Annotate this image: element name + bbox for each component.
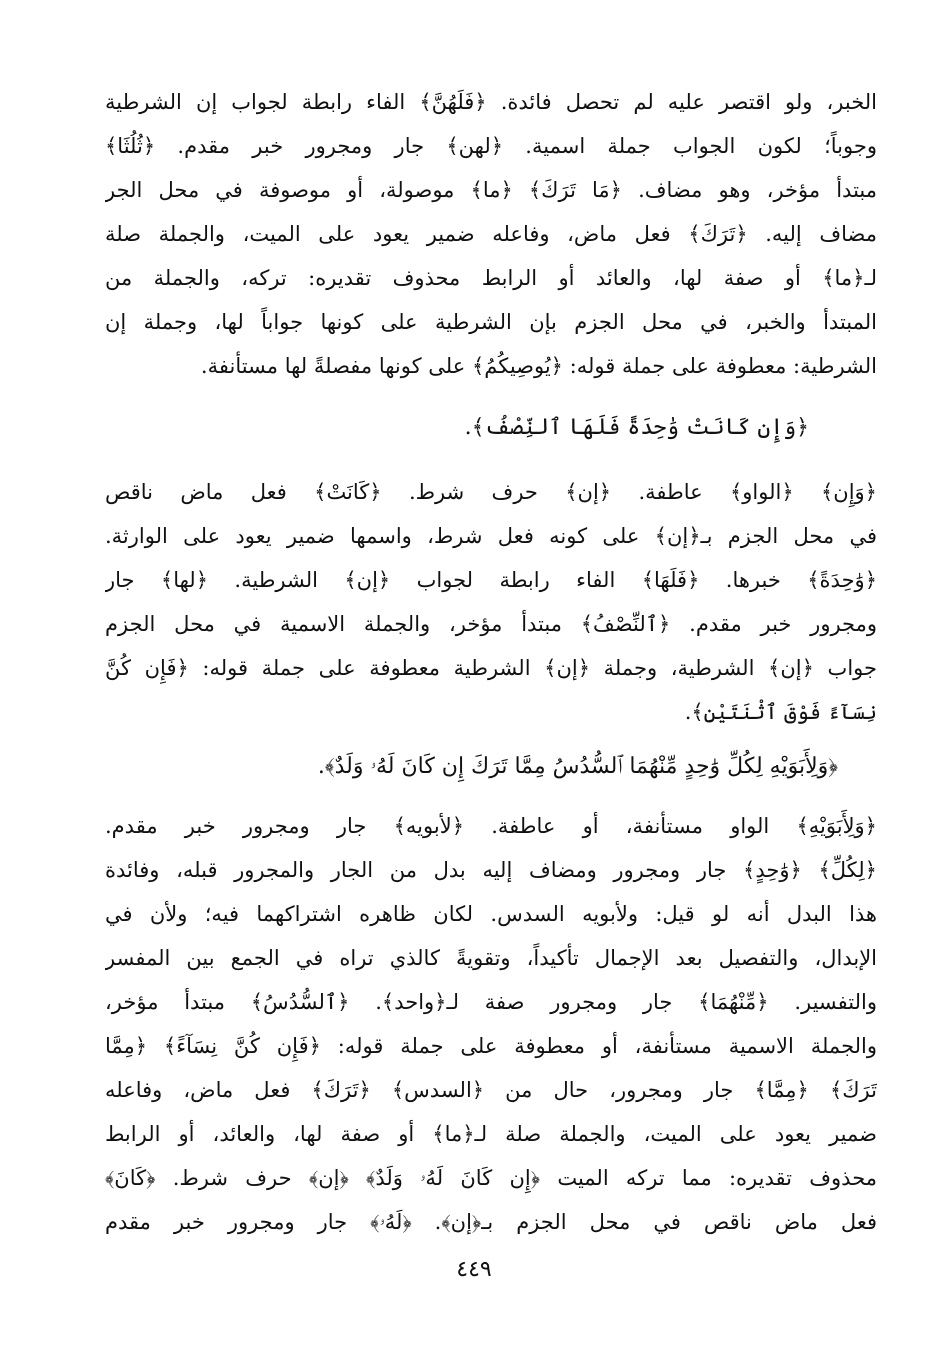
text-line: ﴿وَلِأَبَوَيْهِ﴾ الواو مستأنفة، أو عاطفة. ﴿لأبويه﴾ جار ومجرور خبر مقدم. [105,814,877,838]
text-line: جواب ﴿إن﴾ الشرطية، وجملة ﴿إن﴾ الشرطية معطوفة على جملة قوله: ﴿فَإِن كُنَّ [105,656,877,680]
text-line: الإبدال، والتفصيل بعد الإجمال تأكيداً، وتقويةً كالذي تراه في الجمع بين المفسر [105,946,877,970]
text-line: ﴿وَٰحِدَةً﴾ خبرها. ﴿فَلَهَا﴾ الفاء رابطة لجواب ﴿إن﴾ الشرطية. ﴿لها﴾ جار [105,568,877,592]
text-line: مضاف إليه. ﴿تَرَكَ﴾ فعل ماض، وفاعله ضمير يعود على الميت، والجملة صلة [105,222,877,246]
paragraph-grammar-analysis-3 [105,804,877,1244]
text-line: ضمير يعود على الميت، والجملة صلة لـ﴿ما﴾ أو صفة لها، والعائد، أو الرابط [105,1122,877,1146]
quran-verse-heading-2: ﴿وَلِأَبَوَيْهِ لِكُلِّ وَٰحِدٍ مِّنْهُمَا ٱلسُّدُسُ مِمَّا تَرَكَ إِن كَانَ لَهُۥ وَلَدٌ﴾. [317,754,838,779]
text-line: لـ﴿ما﴾ أو صفة لها، والعائد أو الرابط محذوف تقديره: تركه، والجملة من [105,266,877,290]
text-line: مبتدأ مؤخر، وهو مضاف. ﴿مَا تَرَكَ﴾ ﴿ما﴾ موصولة، أو موصوفة في محل الجر [105,178,877,202]
paragraph-grammar-analysis-2 [105,470,877,734]
text-line: في محل الجزم بـ﴿إن﴾ على كونه فعل شرط، واسمها ضمير يعود على الوارثة. [105,524,877,548]
text-line: هذا البدل أنه لو قيل: ولأبويه السدس. لكان ظاهره اشتراكهما فيه؛ ولأن في [105,902,877,926]
text-line: تَرَكَ﴾ ﴿مِمَّا﴾ جار ومجرور، حال من ﴿السدس﴾ ﴿تَرَكَ﴾ فعل ماض، وفاعله [105,1078,877,1102]
text-line: ومجرور خبر مقدم. ﴿ٱلنِّصْفُ﴾ مبتدأ مؤخر، والجملة الاسمية في محل الجزم [105,612,877,636]
text-line: المبتدأ والخبر، في محل الجزم بإن الشرطية على كونها جواباً لها، وجملة إن [105,310,877,334]
text-line: نِسَآءً فَوْقَ ٱثْنَتَيْنِ﴾. [684,700,877,724]
text-line: والتفسير. ﴿مِّنْهُمَا﴾ جار ومجرور صفة لـ﴿واحد﴾. ﴿ٱلسُّدُسُ﴾ مبتدأ مؤخر، [105,990,877,1014]
text-line: فعل ماض ناقص في محل الجزم بـ﴿إن﴾. ﴿لَهُۥ﴾ جار ومجرور خبر مقدم [105,1210,877,1234]
text-line: الخبر، ولو اقتصر عليه لم تحصل فائدة. ﴿فَلَهُنَّ﴾ الفاء رابطة لجواب إن الشرطية [105,90,877,114]
text-line: ﴿وَإِن﴾ ﴿الواو﴾ عاطفة. ﴿إن﴾ حرف شرط. ﴿كَانَتْ﴾ فعل ماض ناقص [105,480,877,504]
text-line: ﴿لِكُلِّ﴾ ﴿وَٰحِدٍ﴾ جار ومجرور ومضاف إليه بدل من الجار والمجرور قبله، وفائدة [105,858,877,882]
paragraph-grammar-analysis-1 [105,80,877,388]
text-line: والجملة الاسمية مستأنفة، أو معطوفة على جملة قوله: ﴿فَإِن كُنَّ نِسَآءً﴾ ﴿مِمَّا [105,1034,877,1058]
text-line: محذوف تقديره: مما تركه الميت ﴿إِن كَانَ لَهُۥ وَلَدٌ﴾ ﴿إن﴾ حرف شرط. ﴿كَانَ﴾ [105,1166,877,1190]
text-line: الشرطية: معطوفة على جملة قوله: ﴿يُوصِيكُمُ﴾ على كونها مفصلةً لها مستأنفة. [200,354,877,378]
quran-verse-heading-1: ﴿وَإِن كَانَتْ وَٰحِدَةً فَلَهَا ٱلنِّصْفُ﴾. [464,415,809,440]
text-line: وجوباً؛ لكون الجواب جملة اسمية. ﴿لهن﴾ جار ومجرور خبر مقدم. ﴿ثُلُثَا﴾ [105,134,877,158]
page-number: ٤٤٩ [456,1257,492,1282]
